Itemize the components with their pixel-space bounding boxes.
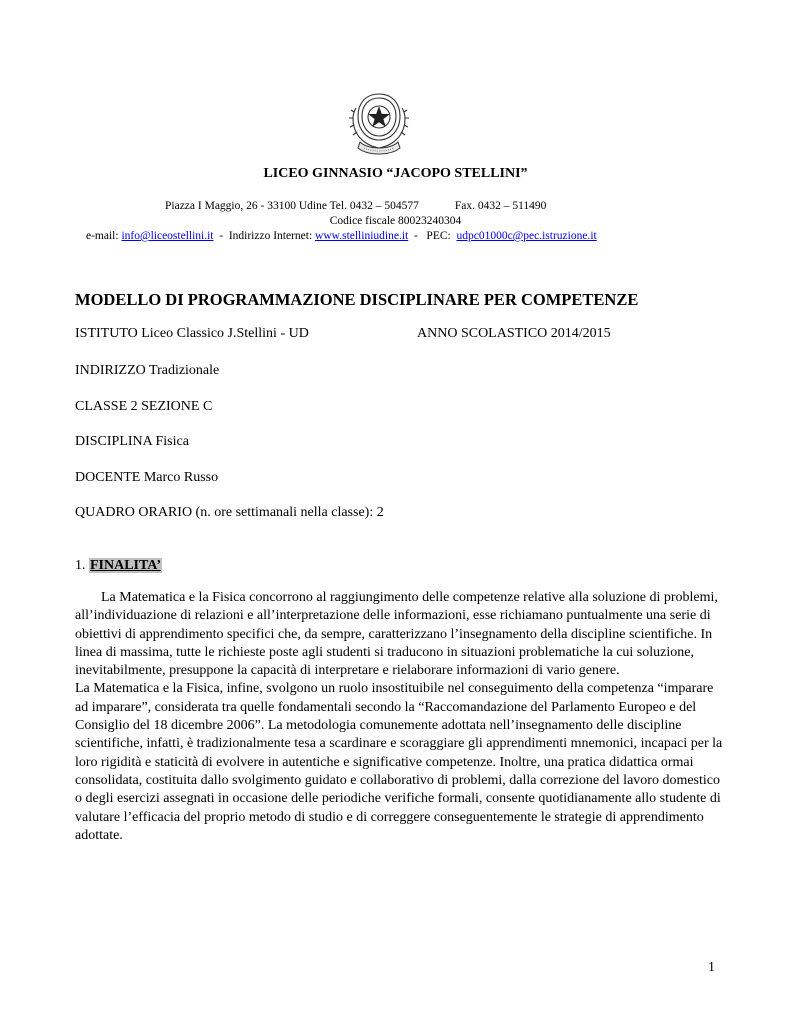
address-text: Piazza I Maggio, 26 - 33100 Udine Tel. 0432 – 504577 <box>165 200 419 212</box>
fiscal-code: Codice fiscale 80023240304 <box>329 215 462 227</box>
address-line <box>165 200 546 212</box>
contacts-line <box>86 230 597 242</box>
field-classe: CLASSE 2 SEZIONE C <box>75 399 213 414</box>
pec-link[interactable]: udpc01000c@pec.istruzione.it <box>456 230 597 242</box>
field-disciplina: DISCIPLINA Fisica <box>75 434 189 449</box>
field-indirizzo: INDIRIZZO Tradizionale <box>75 363 220 378</box>
paragraph: La Matematica e la Fisica concorrono al raggiungimento delle competenze relative alla soluzione di problemi, all’individuazione di relazioni e all’interpretazione delle informazioni, esse richiamano puntualmente una serie di obiettivi di apprendimento specifici che, da sempre, caratterizzano l’insegnamento della discipline scientifiche. In linea di massima, tutte le richieste poste agli studenti si traducono in situazioni problematiche la cui soluzione, inevitabilmente, presuppone la capacità di interpretare e rielaborare informazioni di vario genere. <box>75 590 718 679</box>
document-title: MODELLO DI PROGRAMMAZIONE DISCIPLINARE PER COMPETENZE <box>75 290 639 309</box>
section-body <box>75 589 725 845</box>
field-istituto: ISTITUTO Liceo Classico J.Stellini - UD <box>75 326 309 341</box>
fax-text: Fax. 0432 – 511490 <box>454 200 547 212</box>
internet-label: - Indirizzo Internet: <box>213 230 316 242</box>
email-link[interactable]: info@liceostellini.it <box>121 230 214 242</box>
pec-label: - PEC: <box>408 230 457 242</box>
italian-republic-emblem-icon <box>348 90 410 156</box>
field-anno-scolastico: ANNO SCOLASTICO 2014/2015 <box>417 326 611 341</box>
field-docente: DOCENTE Marco Russo <box>75 470 219 485</box>
field-quadro-orario: QUADRO ORARIO (n. ore settimanali nella classe): 2 <box>75 505 384 520</box>
section-heading <box>75 558 162 574</box>
section-number: 1. <box>75 558 89 573</box>
email-label: e-mail: <box>86 230 122 242</box>
paragraph: La Matematica e la Fisica, infine, svolgono un ruolo insostituibile nel conseguimento della competenza “imparare ad imparare”, considerata tra quelle fondamentali secondo la “Raccomandazione del Parlamento Europeo e del Consiglio del 18 dicembre 2006”. La metodologia comunemente adottata nell’insegnamento delle discipline scientifiche, infatti, è tradizionalmente tesa a scardinare e scoraggiare gli apprendimenti mnemonici, incapaci per la loro rigidità e staticità di evolvere in autentiche e significative competenze. Inoltre, una pratica didattica ormai consolidata, costituita dallo svolgimento guidato e collaborativo di problemi, dalla correzione del lavoro domestico o degli esercizi assegnati in occasione delle periodiche verifiche formali, consente quotidianamente allo studente di valutare l’efficacia del proprio metodo di studio e di correggere conseguentemente le strategie di apprendimento adottate. <box>75 681 723 843</box>
website-link[interactable]: www.stelliniudine.it <box>315 230 409 242</box>
school-name: LICEO GINNASIO “JACOPO STELLINI” <box>263 166 528 181</box>
section-title: FINALITA’ <box>90 558 162 573</box>
page-number: 1 <box>708 960 715 975</box>
